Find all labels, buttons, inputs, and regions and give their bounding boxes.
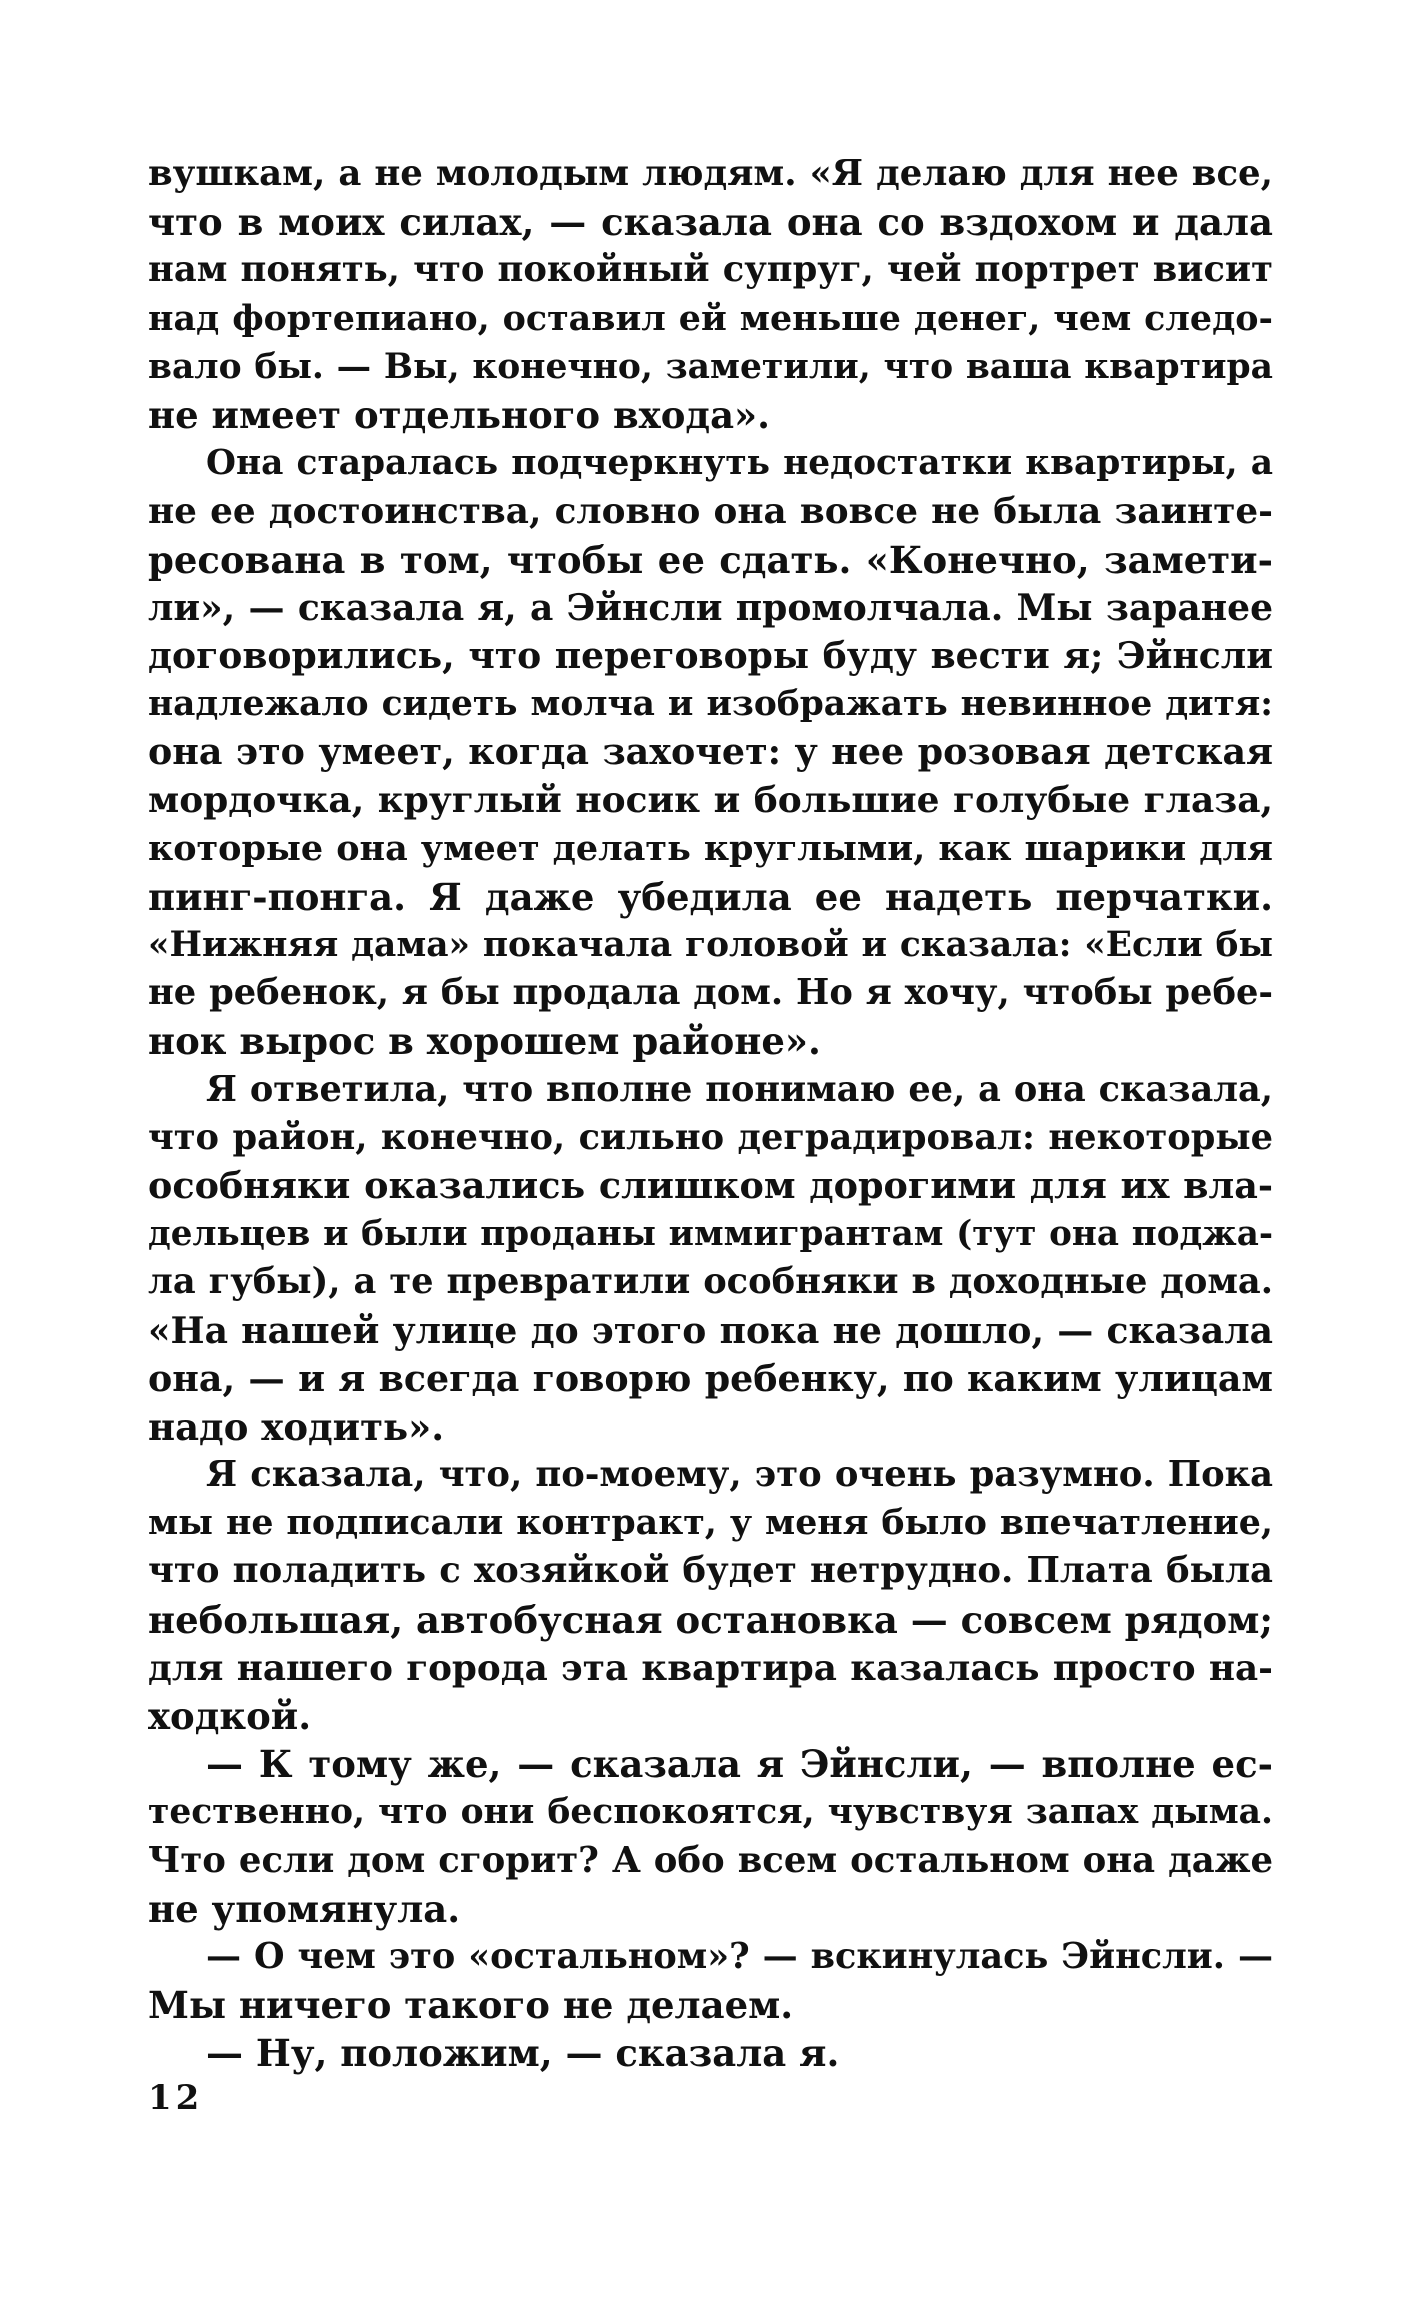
paragraph-first-line: Я ответила, что вполне понимаю ее, а она сказала,	[206, 1068, 1273, 1110]
text-line: ла губы), а те превратили особняки в доходные дома.	[148, 1261, 1273, 1303]
text-line: дельцев и были проданы иммигрантам (тут она поджа-	[148, 1214, 1273, 1255]
body-text	[148, 150, 1273, 2078]
text-line: ходкой.	[148, 1694, 312, 1738]
text-line: Что если дом сгорит? А обо всем остальном она даже	[148, 1839, 1273, 1881]
text-line: что поладить с хозяйкой будет нетрудно. Плата была	[148, 1550, 1273, 1592]
dialogue-line: — К тому же, — сказала я Эйнсли, — вполне ес-	[206, 1742, 1273, 1787]
text-line: что в моих силах, — сказала она со вздохом и дала	[148, 200, 1273, 245]
dialogue-line: — Ну, положим, — сказала я.	[206, 2031, 840, 2076]
text-line: ресована в том, чтобы ее сдать. «Конечно, замети-	[148, 537, 1273, 582]
text-line: вушкам, а не молодым людям. «Я делаю для нее все,	[148, 153, 1273, 194]
text-line: нок вырос в хорошем районе».	[148, 1019, 821, 1064]
text-line: надо ходить».	[148, 1404, 445, 1449]
text-line: Мы ничего такого не делаем.	[148, 1983, 794, 2028]
text-line: не ее достоинства, словно она вовсе не была заинте-	[148, 490, 1273, 533]
text-line: она это умеет, когда захочет: у нее розовая детская	[148, 730, 1273, 774]
text-line: не ребенок, я бы продала дом. Но я хочу, чтобы ребе-	[148, 972, 1273, 1014]
text-line: не упомянула.	[148, 1886, 461, 1931]
text-line: для нашего города эта квартира казалась просто на-	[148, 1646, 1273, 1689]
text-line: пинг-понга. Я даже убедила ее надеть перчатки.	[148, 874, 1273, 919]
text-line: договорились, что переговоры буду вести я; Эйнсли	[148, 633, 1273, 677]
text-line: которые она умеет делать круглыми, как шарики для	[148, 827, 1273, 869]
text-line: «Нижняя дама» покачала головой и сказала: «Если бы	[148, 925, 1273, 965]
text-line: особняки оказались слишком дорогими для их вла-	[148, 1163, 1273, 1207]
text-line: надлежало сидеть молча и изображать невинное дитя:	[148, 684, 1273, 725]
text-line: тественно, что они беспокоятся, чувствуя запах дыма.	[148, 1792, 1273, 1833]
text-line: мордочка, круглый носик и большие голубые глаза,	[148, 779, 1273, 822]
page-number: 12	[148, 2078, 204, 2118]
paragraph-first-line: Она старалась подчеркнуть недостатки квартиры, а	[206, 443, 1273, 484]
text-line: ли», — сказала я, а Эйнсли промолчала. Мы заранее	[148, 585, 1273, 629]
text-line: не имеет отдельного входа».	[148, 392, 771, 437]
text-line: она, — и я всегда говорю ребенку, по каким улицам	[148, 1356, 1273, 1400]
text-line: над фортепиано, оставил ей меньше денег, чем следо-	[148, 297, 1273, 339]
text-line: вало бы. — Вы, конечно, заметили, что ваша квартира	[148, 346, 1273, 387]
text-line: мы не подписали контракт, у меня было впечатление,	[148, 1502, 1273, 1544]
text-line: небольшая, автобусная остановка — совсем рядом;	[148, 1597, 1273, 1642]
text-line: нам понять, что покойный супруг, чей портрет висит	[148, 249, 1273, 291]
paragraph-first-line: Я сказала, что, по-моему, это очень разумно. Пока	[206, 1454, 1273, 1496]
text-line: что район, конечно, сильно деградировал: некоторые	[148, 1116, 1273, 1158]
dialogue-line: — О чем это «остальном»? — вскинулась Эйнсли. —	[206, 1935, 1273, 1977]
text-line: «На нашей улице до этого пока не дошло, — сказала	[148, 1308, 1273, 1352]
